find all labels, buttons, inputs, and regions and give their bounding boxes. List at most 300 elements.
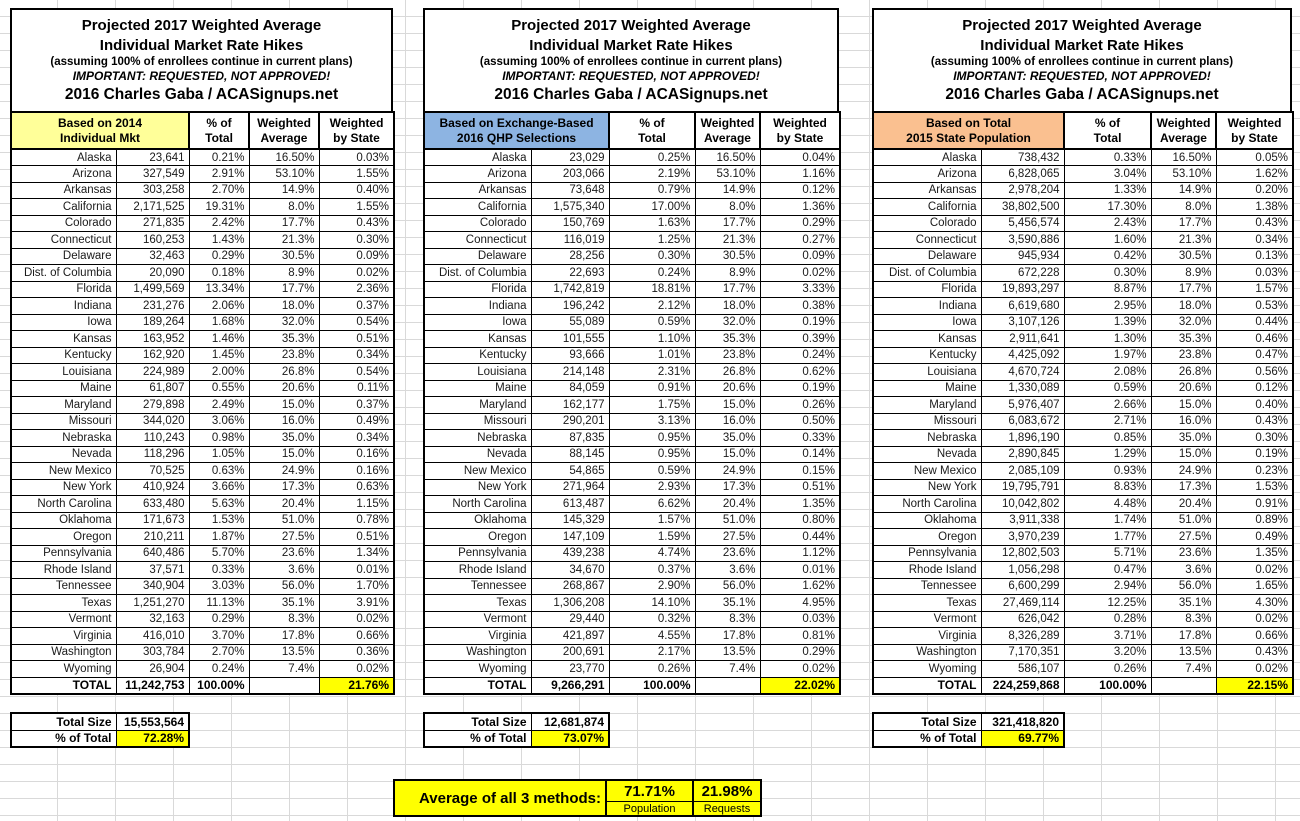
pct-of-total-cell[interactable]: 0.42%: [1064, 248, 1151, 265]
enrollment-value-cell[interactable]: 231,276: [116, 298, 189, 315]
weighted-average-cell[interactable]: 17.3%: [695, 479, 760, 496]
pct-of-total-cell[interactable]: 0.63%: [189, 463, 249, 480]
weighted-by-state-cell[interactable]: 0.29%: [760, 644, 840, 661]
weighted-average-cell[interactable]: 8.3%: [1151, 611, 1216, 628]
weighted-average-cell[interactable]: 23.8%: [249, 347, 319, 364]
pct-of-total-cell[interactable]: 3.20%: [1064, 644, 1151, 661]
pct-of-total-cell[interactable]: 0.18%: [189, 265, 249, 282]
pct-of-total-cell[interactable]: 2.42%: [189, 215, 249, 232]
enrollment-value-cell[interactable]: 87,835: [531, 430, 609, 447]
weighted-average-cell[interactable]: 3.6%: [695, 562, 760, 579]
pct-of-total-cell[interactable]: 2.49%: [189, 397, 249, 414]
pct-of-total-cell[interactable]: 1.77%: [1064, 529, 1151, 546]
weighted-by-state-cell[interactable]: 0.02%: [1216, 611, 1293, 628]
pct-of-total-cell[interactable]: 0.55%: [189, 380, 249, 397]
weighted-by-state-cell[interactable]: 0.66%: [319, 628, 394, 645]
weighted-by-state-cell[interactable]: 0.51%: [760, 479, 840, 496]
pct-of-total-cell[interactable]: 12.25%: [1064, 595, 1151, 612]
enrollment-value-cell[interactable]: 1,575,340: [531, 199, 609, 216]
weighted-average-cell[interactable]: 15.0%: [249, 397, 319, 414]
pct-of-total-cell[interactable]: 0.59%: [1064, 380, 1151, 397]
weighted-average-cell[interactable]: 16.0%: [249, 413, 319, 430]
enrollment-value-cell[interactable]: 613,487: [531, 496, 609, 513]
total-pct-cell[interactable]: 100.00%: [189, 677, 249, 694]
pct-of-total-cell[interactable]: 3.04%: [1064, 166, 1151, 183]
group-header[interactable]: [424, 112, 609, 149]
weighted-by-state-cell[interactable]: 0.34%: [319, 347, 394, 364]
weighted-by-state-cell[interactable]: 1.62%: [760, 578, 840, 595]
weighted-average-cell[interactable]: 16.50%: [1151, 149, 1216, 166]
weighted-by-state-cell[interactable]: 0.40%: [1216, 397, 1293, 414]
weighted-by-state-cell[interactable]: 0.51%: [319, 529, 394, 546]
weighted-by-state-cell[interactable]: 1.36%: [760, 199, 840, 216]
total-pct-cell[interactable]: 100.00%: [609, 677, 695, 694]
enrollment-value-cell[interactable]: 626,042: [981, 611, 1064, 628]
enrollment-value-cell[interactable]: 945,934: [981, 248, 1064, 265]
average-methods-label[interactable]: Average of all 3 methods:: [395, 781, 607, 815]
col-header-weighted-average-cell[interactable]: [1151, 112, 1216, 149]
weighted-average-cell[interactable]: 51.0%: [1151, 512, 1216, 529]
weighted-by-state-cell[interactable]: 1.38%: [1216, 199, 1293, 216]
weighted-by-state-cell[interactable]: 0.49%: [319, 413, 394, 430]
weighted-average-cell[interactable]: 26.8%: [695, 364, 760, 381]
state-cell[interactable]: New York: [11, 479, 116, 496]
weighted-by-state-cell[interactable]: 0.02%: [319, 265, 394, 282]
weighted-average-cell[interactable]: 35.1%: [249, 595, 319, 612]
enrollment-value-cell[interactable]: 37,571: [116, 562, 189, 579]
total-weighted-by-state-cell[interactable]: 22.02%: [760, 677, 840, 694]
weighted-by-state-cell[interactable]: 1.53%: [1216, 479, 1293, 496]
weighted-by-state-cell[interactable]: 0.11%: [319, 380, 394, 397]
pct-of-total-cell[interactable]: 0.24%: [189, 661, 249, 678]
pct-of-total-cell[interactable]: 8.83%: [1064, 479, 1151, 496]
pct-of-total-cell[interactable]: 0.95%: [609, 446, 695, 463]
enrollment-value-cell[interactable]: 303,258: [116, 182, 189, 199]
state-cell[interactable]: Kentucky: [424, 347, 531, 364]
enrollment-value-cell[interactable]: 38,802,500: [981, 199, 1064, 216]
pct-of-total-value[interactable]: 72.28%: [116, 730, 189, 747]
weighted-average-cell[interactable]: 23.8%: [1151, 347, 1216, 364]
total-size-value[interactable]: 321,418,820: [981, 713, 1064, 730]
weighted-average-cell[interactable]: 21.3%: [1151, 232, 1216, 249]
enrollment-value-cell[interactable]: 147,109: [531, 529, 609, 546]
enrollment-value-cell[interactable]: 23,641: [116, 149, 189, 166]
weighted-average-cell[interactable]: 15.0%: [249, 446, 319, 463]
pct-of-total-cell[interactable]: 2.08%: [1064, 364, 1151, 381]
state-cell[interactable]: Virginia: [873, 628, 981, 645]
pct-of-total-cell[interactable]: 0.29%: [189, 248, 249, 265]
state-cell[interactable]: Connecticut: [424, 232, 531, 249]
enrollment-value-cell[interactable]: 271,835: [116, 215, 189, 232]
enrollment-value-cell[interactable]: 150,769: [531, 215, 609, 232]
pct-of-total-cell[interactable]: 2.91%: [189, 166, 249, 183]
state-cell[interactable]: Delaware: [11, 248, 116, 265]
state-cell[interactable]: Virginia: [11, 628, 116, 645]
weighted-average-cell[interactable]: 7.4%: [249, 661, 319, 678]
state-cell[interactable]: New Mexico: [11, 463, 116, 480]
weighted-by-state-cell[interactable]: 0.12%: [1216, 380, 1293, 397]
pct-of-total-cell[interactable]: 1.33%: [1064, 182, 1151, 199]
state-cell[interactable]: Colorado: [873, 215, 981, 232]
average-population-cell[interactable]: [607, 781, 692, 815]
enrollment-value-cell[interactable]: 2,978,204: [981, 182, 1064, 199]
weighted-average-cell[interactable]: 17.7%: [1151, 281, 1216, 298]
enrollment-value-cell[interactable]: 93,666: [531, 347, 609, 364]
weighted-average-cell[interactable]: 8.9%: [1151, 265, 1216, 282]
pct-of-total-cell[interactable]: 4.55%: [609, 628, 695, 645]
weighted-by-state-cell[interactable]: 0.78%: [319, 512, 394, 529]
state-cell[interactable]: North Carolina: [11, 496, 116, 513]
weighted-average-cell[interactable]: 23.6%: [249, 545, 319, 562]
state-cell[interactable]: Texas: [424, 595, 531, 612]
state-cell[interactable]: Oklahoma: [873, 512, 981, 529]
weighted-average-cell[interactable]: 30.5%: [1151, 248, 1216, 265]
enrollment-value-cell[interactable]: 26,904: [116, 661, 189, 678]
weighted-by-state-cell[interactable]: 1.57%: [1216, 281, 1293, 298]
pct-of-total-cell[interactable]: 2.31%: [609, 364, 695, 381]
weighted-average-cell[interactable]: 17.7%: [249, 215, 319, 232]
enrollment-value-cell[interactable]: 20,090: [116, 265, 189, 282]
state-cell[interactable]: Florida: [873, 281, 981, 298]
weighted-by-state-cell[interactable]: 1.55%: [319, 199, 394, 216]
total-weighted-by-state-cell[interactable]: 22.15%: [1216, 677, 1293, 694]
weighted-by-state-cell[interactable]: 0.62%: [760, 364, 840, 381]
state-cell[interactable]: North Carolina: [424, 496, 531, 513]
weighted-average-cell[interactable]: 56.0%: [1151, 578, 1216, 595]
state-cell[interactable]: Pennsylvania: [873, 545, 981, 562]
enrollment-value-cell[interactable]: 27,469,114: [981, 595, 1064, 612]
weighted-average-cell[interactable]: 23.6%: [1151, 545, 1216, 562]
col-header-pct-of-total-cell[interactable]: [1064, 112, 1151, 149]
weighted-by-state-cell[interactable]: 0.15%: [760, 463, 840, 480]
enrollment-value-cell[interactable]: 34,670: [531, 562, 609, 579]
enrollment-value-cell[interactable]: 5,976,407: [981, 397, 1064, 414]
weighted-by-state-cell[interactable]: 0.66%: [1216, 628, 1293, 645]
enrollment-value-cell[interactable]: 19,795,791: [981, 479, 1064, 496]
state-cell[interactable]: Arizona: [11, 166, 116, 183]
state-cell[interactable]: Iowa: [11, 314, 116, 331]
pct-of-total-cell[interactable]: 0.33%: [189, 562, 249, 579]
enrollment-value-cell[interactable]: 3,911,338: [981, 512, 1064, 529]
state-cell[interactable]: Texas: [11, 595, 116, 612]
weighted-average-cell[interactable]: 35.0%: [1151, 430, 1216, 447]
weighted-average-cell[interactable]: 53.10%: [249, 166, 319, 183]
average-requests-value[interactable]: 21.98%: [694, 781, 760, 802]
weighted-average-cell[interactable]: 18.0%: [1151, 298, 1216, 315]
weighted-by-state-cell[interactable]: 0.63%: [319, 479, 394, 496]
weighted-average-cell[interactable]: 24.9%: [1151, 463, 1216, 480]
pct-of-total-cell[interactable]: 1.87%: [189, 529, 249, 546]
enrollment-value-cell[interactable]: 12,802,503: [981, 545, 1064, 562]
pct-of-total-cell[interactable]: 6.62%: [609, 496, 695, 513]
state-cell[interactable]: Virginia: [424, 628, 531, 645]
weighted-average-cell[interactable]: 32.0%: [1151, 314, 1216, 331]
weighted-average-cell[interactable]: 21.3%: [249, 232, 319, 249]
state-cell[interactable]: New York: [424, 479, 531, 496]
weighted-average-cell[interactable]: 23.6%: [695, 545, 760, 562]
pct-of-total-cell[interactable]: 1.97%: [1064, 347, 1151, 364]
state-cell[interactable]: Texas: [873, 595, 981, 612]
weighted-average-cell[interactable]: 17.3%: [1151, 479, 1216, 496]
pct-of-total-cell[interactable]: 0.28%: [1064, 611, 1151, 628]
weighted-by-state-cell[interactable]: 0.26%: [760, 397, 840, 414]
weighted-by-state-cell[interactable]: 0.89%: [1216, 512, 1293, 529]
pct-of-total-cell[interactable]: 0.59%: [609, 463, 695, 480]
weighted-by-state-cell[interactable]: 1.65%: [1216, 578, 1293, 595]
weighted-average-cell[interactable]: 24.9%: [695, 463, 760, 480]
pct-of-total-cell[interactable]: 0.47%: [1064, 562, 1151, 579]
weighted-average-cell[interactable]: 35.3%: [1151, 331, 1216, 348]
state-cell[interactable]: Maine: [873, 380, 981, 397]
state-cell[interactable]: Louisiana: [873, 364, 981, 381]
enrollment-value-cell[interactable]: 19,893,297: [981, 281, 1064, 298]
weighted-by-state-cell[interactable]: 0.24%: [760, 347, 840, 364]
weighted-average-cell[interactable]: 35.0%: [695, 430, 760, 447]
weighted-by-state-cell[interactable]: 0.33%: [760, 430, 840, 447]
weighted-by-state-cell[interactable]: 0.53%: [1216, 298, 1293, 315]
pct-of-total-cell[interactable]: 0.79%: [609, 182, 695, 199]
weighted-by-state-cell[interactable]: 0.44%: [1216, 314, 1293, 331]
enrollment-value-cell[interactable]: 327,549: [116, 166, 189, 183]
state-cell[interactable]: New Mexico: [424, 463, 531, 480]
weighted-average-cell[interactable]: 27.5%: [695, 529, 760, 546]
state-cell[interactable]: Dist. of Columbia: [424, 265, 531, 282]
weighted-by-state-cell[interactable]: 0.04%: [760, 149, 840, 166]
enrollment-value-cell[interactable]: 279,898: [116, 397, 189, 414]
weighted-average-cell[interactable]: 20.4%: [1151, 496, 1216, 513]
enrollment-value-cell[interactable]: 160,253: [116, 232, 189, 249]
pct-of-total-cell[interactable]: 0.32%: [609, 611, 695, 628]
enrollment-value-cell[interactable]: 61,807: [116, 380, 189, 397]
total-size-label[interactable]: Total Size: [11, 713, 116, 730]
weighted-by-state-cell[interactable]: 0.16%: [319, 463, 394, 480]
state-cell[interactable]: Oregon: [424, 529, 531, 546]
col-header-weighted-by-state-cell[interactable]: [760, 112, 840, 149]
weighted-by-state-cell[interactable]: 0.19%: [760, 314, 840, 331]
enrollment-value-cell[interactable]: 196,242: [531, 298, 609, 315]
pct-of-total-cell[interactable]: 1.01%: [609, 347, 695, 364]
state-cell[interactable]: Pennsylvania: [11, 545, 116, 562]
pct-of-total-cell[interactable]: 1.05%: [189, 446, 249, 463]
pct-of-total-cell[interactable]: 2.93%: [609, 479, 695, 496]
weighted-average-cell[interactable]: 20.6%: [695, 380, 760, 397]
state-cell[interactable]: Rhode Island: [873, 562, 981, 579]
weighted-average-cell[interactable]: 13.5%: [1151, 644, 1216, 661]
state-cell[interactable]: Louisiana: [11, 364, 116, 381]
state-cell[interactable]: California: [11, 199, 116, 216]
weighted-average-cell[interactable]: 20.4%: [695, 496, 760, 513]
enrollment-value-cell[interactable]: 189,264: [116, 314, 189, 331]
state-cell[interactable]: Delaware: [873, 248, 981, 265]
state-cell[interactable]: Rhode Island: [11, 562, 116, 579]
enrollment-value-cell[interactable]: 344,020: [116, 413, 189, 430]
weighted-by-state-cell[interactable]: 0.09%: [319, 248, 394, 265]
enrollment-value-cell[interactable]: 2,911,641: [981, 331, 1064, 348]
state-cell[interactable]: Alaska: [11, 149, 116, 166]
pct-of-total-cell[interactable]: 1.39%: [1064, 314, 1151, 331]
pct-of-total-cell[interactable]: 1.29%: [1064, 446, 1151, 463]
enrollment-value-cell[interactable]: 3,107,126: [981, 314, 1064, 331]
weighted-by-state-cell[interactable]: 0.23%: [1216, 463, 1293, 480]
enrollment-value-cell[interactable]: 2,085,109: [981, 463, 1064, 480]
weighted-average-cell[interactable]: 14.9%: [695, 182, 760, 199]
enrollment-value-cell[interactable]: 84,059: [531, 380, 609, 397]
weighted-by-state-cell[interactable]: 3.33%: [760, 281, 840, 298]
weighted-by-state-cell[interactable]: 0.09%: [760, 248, 840, 265]
col-header-weighted-average-cell[interactable]: [695, 112, 760, 149]
weighted-by-state-cell[interactable]: 0.19%: [1216, 446, 1293, 463]
enrollment-value-cell[interactable]: 4,425,092: [981, 347, 1064, 364]
enrollment-value-cell[interactable]: 1,499,569: [116, 281, 189, 298]
state-cell[interactable]: Oklahoma: [11, 512, 116, 529]
pct-of-total-cell[interactable]: 18.81%: [609, 281, 695, 298]
state-cell[interactable]: Wyoming: [873, 661, 981, 678]
pct-of-total-cell[interactable]: 2.00%: [189, 364, 249, 381]
pct-of-total-cell[interactable]: 3.66%: [189, 479, 249, 496]
pct-of-total-cell[interactable]: 11.13%: [189, 595, 249, 612]
enrollment-value-cell[interactable]: 633,480: [116, 496, 189, 513]
pct-of-total-cell[interactable]: 2.66%: [1064, 397, 1151, 414]
weighted-by-state-cell[interactable]: 1.16%: [760, 166, 840, 183]
enrollment-value-cell[interactable]: 54,865: [531, 463, 609, 480]
pct-of-total-cell[interactable]: 19.31%: [189, 199, 249, 216]
weighted-average-cell[interactable]: 53.10%: [695, 166, 760, 183]
enrollment-value-cell[interactable]: 6,619,680: [981, 298, 1064, 315]
enrollment-value-cell[interactable]: 3,970,239: [981, 529, 1064, 546]
state-cell[interactable]: Missouri: [11, 413, 116, 430]
pct-of-total-cell[interactable]: 5.63%: [189, 496, 249, 513]
weighted-average-cell[interactable]: 16.0%: [1151, 413, 1216, 430]
weighted-by-state-cell[interactable]: 0.46%: [1216, 331, 1293, 348]
weighted-by-state-cell[interactable]: 1.62%: [1216, 166, 1293, 183]
weighted-by-state-cell[interactable]: 0.05%: [1216, 149, 1293, 166]
enrollment-value-cell[interactable]: 28,256: [531, 248, 609, 265]
enrollment-value-cell[interactable]: 1,306,208: [531, 595, 609, 612]
state-cell[interactable]: Kentucky: [873, 347, 981, 364]
state-cell[interactable]: Nebraska: [11, 430, 116, 447]
state-cell[interactable]: Oregon: [873, 529, 981, 546]
enrollment-value-cell[interactable]: 6,828,065: [981, 166, 1064, 183]
state-cell[interactable]: Tennessee: [11, 578, 116, 595]
enrollment-value-cell[interactable]: 340,904: [116, 578, 189, 595]
weighted-average-cell[interactable]: 32.0%: [695, 314, 760, 331]
pct-of-total-cell[interactable]: 5.71%: [1064, 545, 1151, 562]
pct-of-total-cell[interactable]: 0.98%: [189, 430, 249, 447]
state-cell[interactable]: Tennessee: [424, 578, 531, 595]
weighted-average-cell[interactable]: 8.0%: [1151, 199, 1216, 216]
weighted-by-state-cell[interactable]: 2.36%: [319, 281, 394, 298]
state-cell[interactable]: Rhode Island: [424, 562, 531, 579]
enrollment-value-cell[interactable]: 416,010: [116, 628, 189, 645]
state-cell[interactable]: Arkansas: [11, 182, 116, 199]
weighted-by-state-cell[interactable]: 4.30%: [1216, 595, 1293, 612]
state-cell[interactable]: Maryland: [873, 397, 981, 414]
enrollment-value-cell[interactable]: 200,691: [531, 644, 609, 661]
enrollment-value-cell[interactable]: 162,920: [116, 347, 189, 364]
pct-of-total-label[interactable]: % of Total: [11, 730, 116, 747]
weighted-by-state-cell[interactable]: 0.34%: [319, 430, 394, 447]
weighted-by-state-cell[interactable]: 0.02%: [319, 661, 394, 678]
total-label-cell[interactable]: TOTAL: [873, 677, 981, 694]
weighted-average-cell[interactable]: 8.0%: [695, 199, 760, 216]
weighted-by-state-cell[interactable]: 0.14%: [760, 446, 840, 463]
pct-of-total-cell[interactable]: 3.03%: [189, 578, 249, 595]
weighted-average-cell[interactable]: 14.9%: [1151, 182, 1216, 199]
state-cell[interactable]: Alaska: [424, 149, 531, 166]
pct-of-total-cell[interactable]: 2.17%: [609, 644, 695, 661]
weighted-average-cell[interactable]: 56.0%: [695, 578, 760, 595]
pct-of-total-cell[interactable]: 0.29%: [189, 611, 249, 628]
state-cell[interactable]: North Carolina: [873, 496, 981, 513]
state-cell[interactable]: Arkansas: [873, 182, 981, 199]
weighted-by-state-cell[interactable]: 0.29%: [760, 215, 840, 232]
state-cell[interactable]: Washington: [424, 644, 531, 661]
state-cell[interactable]: Maryland: [11, 397, 116, 414]
weighted-by-state-cell[interactable]: 0.19%: [760, 380, 840, 397]
total-size-label[interactable]: Total Size: [424, 713, 531, 730]
pct-of-total-cell[interactable]: 0.37%: [609, 562, 695, 579]
state-cell[interactable]: Connecticut: [873, 232, 981, 249]
weighted-by-state-cell[interactable]: 1.35%: [1216, 545, 1293, 562]
weighted-by-state-cell[interactable]: 0.02%: [1216, 661, 1293, 678]
enrollment-value-cell[interactable]: 70,525: [116, 463, 189, 480]
enrollment-value-cell[interactable]: 2,890,845: [981, 446, 1064, 463]
state-cell[interactable]: Indiana: [424, 298, 531, 315]
pct-of-total-cell[interactable]: 1.45%: [189, 347, 249, 364]
pct-of-total-cell[interactable]: 13.34%: [189, 281, 249, 298]
state-cell[interactable]: Kentucky: [11, 347, 116, 364]
weighted-by-state-cell[interactable]: 0.30%: [319, 232, 394, 249]
pct-of-total-cell[interactable]: 2.12%: [609, 298, 695, 315]
pct-of-total-cell[interactable]: 0.91%: [609, 380, 695, 397]
weighted-by-state-cell[interactable]: 0.47%: [1216, 347, 1293, 364]
weighted-by-state-cell[interactable]: 0.40%: [319, 182, 394, 199]
enrollment-value-cell[interactable]: 6,600,299: [981, 578, 1064, 595]
pct-of-total-cell[interactable]: 5.70%: [189, 545, 249, 562]
weighted-by-state-cell[interactable]: 0.38%: [760, 298, 840, 315]
weighted-average-cell[interactable]: 51.0%: [695, 512, 760, 529]
pct-of-total-cell[interactable]: 1.25%: [609, 232, 695, 249]
state-cell[interactable]: Iowa: [873, 314, 981, 331]
weighted-by-state-cell[interactable]: 1.34%: [319, 545, 394, 562]
weighted-average-cell[interactable]: 17.3%: [249, 479, 319, 496]
state-cell[interactable]: Maine: [11, 380, 116, 397]
weighted-average-cell[interactable]: 17.7%: [249, 281, 319, 298]
weighted-by-state-cell[interactable]: 0.01%: [319, 562, 394, 579]
weighted-average-cell[interactable]: 3.6%: [1151, 562, 1216, 579]
state-cell[interactable]: Kansas: [11, 331, 116, 348]
weighted-by-state-cell[interactable]: 1.15%: [319, 496, 394, 513]
total-size-label[interactable]: Total Size: [873, 713, 981, 730]
enrollment-value-cell[interactable]: 22,693: [531, 265, 609, 282]
state-cell[interactable]: Arkansas: [424, 182, 531, 199]
state-cell[interactable]: Washington: [873, 644, 981, 661]
state-cell[interactable]: Wyoming: [424, 661, 531, 678]
weighted-by-state-cell[interactable]: 0.56%: [1216, 364, 1293, 381]
weighted-average-cell[interactable]: 18.0%: [695, 298, 760, 315]
state-cell[interactable]: Missouri: [873, 413, 981, 430]
pct-of-total-cell[interactable]: 2.70%: [189, 182, 249, 199]
weighted-by-state-cell[interactable]: 3.91%: [319, 595, 394, 612]
total-weighted-average-cell[interactable]: [695, 677, 760, 694]
pct-of-total-cell[interactable]: 1.43%: [189, 232, 249, 249]
pct-of-total-cell[interactable]: 4.74%: [609, 545, 695, 562]
col-header-pct-of-total-cell[interactable]: [189, 112, 249, 149]
weighted-average-cell[interactable]: 15.0%: [1151, 397, 1216, 414]
enrollment-value-cell[interactable]: 171,673: [116, 512, 189, 529]
total-value-cell[interactable]: 9,266,291: [531, 677, 609, 694]
pct-of-total-cell[interactable]: 0.33%: [1064, 149, 1151, 166]
